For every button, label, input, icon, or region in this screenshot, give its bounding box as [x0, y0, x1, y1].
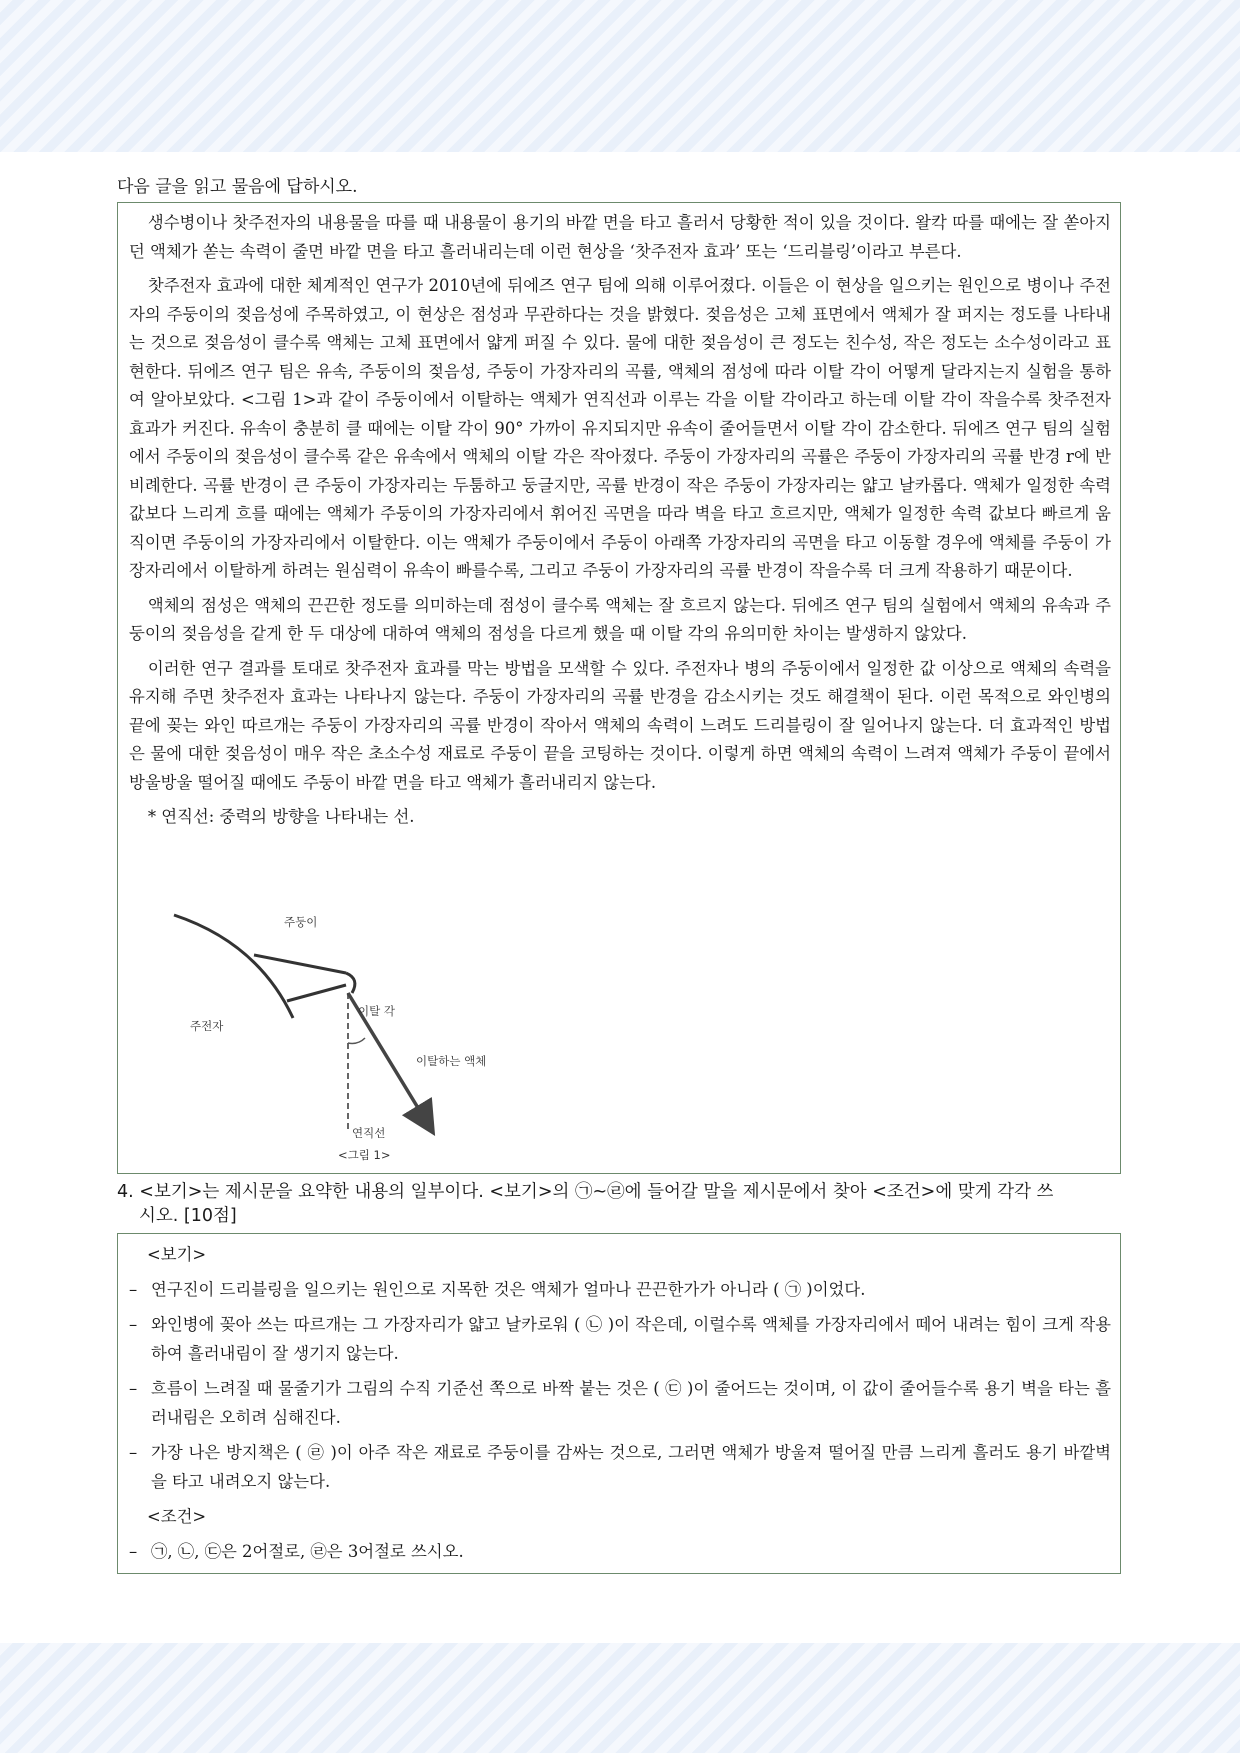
example-header: <보기> [147, 1245, 207, 1264]
spout-lower-edge [287, 985, 346, 1001]
example-item-2: – 와인병에 꽂아 쓰는 따르개는 그 가장자리가 얇고 날카로워 ( ㉡ )이 작은데, 이럴수록 액체를 가장자리에서 떼어 내려는 힘이 크게 작용하여 흘러내림이 잘 생기지 않는다. [129, 1315, 1111, 1363]
example-item-4: – 가장 나은 방지책은 ( ㉣ )이 아주 작은 재료로 주둥이를 감싸는 것으로, 그러면 액체가 방울져 떨어질 만큼 느리게 흘러도 용기 바깥벽을 타고 내려오지 않는다. [129, 1443, 1111, 1491]
label-kettle: 주전자 [190, 1019, 224, 1033]
question-number: 4. [117, 1182, 134, 1202]
condition-item: – ㉠, ㉡, ㉢은 2어절로, ㉣은 3어절로 쓰시오. [129, 1542, 464, 1561]
instruction-text: 다음 글을 읽고 물음에 답하시오. [117, 177, 358, 197]
example-item-3: – 흐름이 느려질 때 물줄기가 그림의 수직 기준선 쪽으로 바짝 붙는 것은 ( ㉢ )이 줄어드는 것이며, 이 값이 줄어들수록 용기 벽을 타는 흘러내림은 오히려 심해진다. [129, 1379, 1111, 1427]
passage-paragraph-4: 이러한 연구 결과를 토대로 찻주전자 효과를 막는 방법을 모색할 수 있다. 주전자나 병의 주둥이에서 일정한 값 이상으로 액체의 속력을 유지해 주면 찻주전자 효과는 나타나지 않는다. 주둥이 가장자리의 곡률 반경을 감소시키는 것도 해결책이 된다. 이런 목적으로 와인병의 끝에 꽂는 와인 따르개는 주둥이 가장자리의 곡률 반경이 작아서 액체의 속력이 느려도 드리블링이 잘 일어나지 않는다. 더 효과적인 방법은 물에 대한 젖음성이 매우 작은 초소수성 재료로 주둥이 끝을 코팅하는 것이다. 이렇게 하면 액체의 속력이 느려져 액체가 주둥이 끝에서 방울방울 떨어질 때에도 주둥이 바깥 면을 타고 액체가 흘러내리지 않는다. [129, 658, 1111, 792]
spout-tip [346, 973, 355, 993]
figure-caption: <그림 1> [338, 1148, 391, 1162]
conditions-header: <조건> [147, 1507, 207, 1526]
passage-paragraph-2: 찻주전자 효과에 대한 체계적인 연구가 2010년에 뒤에즈 연구 팀에 의해 이루어졌다. 이들은 이 현상을 일으키는 원인으로 병이나 주전자의 주둥이의 젖음성에 주목하였고, 이 현상은 점성과 무관하다는 것을 밝혔다. 젖음성은 고체 표면에서 액체가 잘 퍼지는 정도를 나타내는 것으로 젖음성이 클수록 액체는 고체 표면에서 얇게 퍼질 수 있다. 물에 대한 젖음성이 큰 정도는 친수성, 작은 정도는 소수성이라고 표현한다. 뒤에즈 연구 팀은 유속, 주둥이의 젖음성, 주둥이 가장자리의 곡률, 액체의 점성에 따라 이탈 각이 어떻게 달라지는지 실험을 통하여 알아보았다. <그림 1>과 같이 주둥이에서 이탈하는 액체가 연직선과 이루는 각을 이탈 각이라고 하는데 이탈 각이 작을수록 찻주전자 효과가 커진다. 유속이 충분히 클 때에는 이탈 각이 90° 가까이 유지되지만 유속이 줄어들면서 이탈 각이 감소한다. 뒤에즈 연구 팀의 실험에서 주둥이의 젖음성이 클수록 같은 유속에서 액체의 이탈 각은 작아졌다. 주둥이 가장자리의 곡률은 주둥이 가장자리의 곡률 반경 r에 반비례한다. 곡률 반경이 큰 주둥이 가장자리는 두툼하고 둥글지만, 곡률 반경이 작은 주둥이 가장자리는 얇고 날카롭다. 액체가 일정한 속력 값보다 느리게 흐를 때에는 액체가 주둥이의 가장자리에서 휘어진 곡면을 따라 벽을 타고 흐르지만, 액체가 일정한 속력 값보다 빠르게 움직이면 주둥이의 가장자리에서 이탈한다. 이는 액체가 주둥이에서 주둥이 아래쪽 가장자리의 곡면을 타고 이동할 경우에 액체를 주둥이 가장자리에서 이탈하게 하려는 원심력이 유속이 빠를수록, 그리고 주둥이 가장자리의 곡률 반경이 작을수록 더 크게 작용하기 때문이다. [129, 276, 1111, 580]
passage-text [129, 209, 1111, 838]
top-decorative-band [0, 0, 1240, 152]
spout-upper-edge [254, 955, 346, 973]
example-item-1: – 연구진이 드리블링을 일으키는 원인으로 지목한 것은 액체가 얼마나 끈끈한가가 아니라 ( ㉠ )이었다. [129, 1280, 866, 1299]
question-text: <보기>는 제시문을 요약한 내용의 일부이다. <보기>의 ㉠~㉣에 들어갈 말을 제시문에서 찾아 <조건>에 맞게 각각 쓰 [139, 1182, 1054, 1202]
bottom-decorative-band [0, 1643, 1240, 1753]
label-angle: 이탈 각 [358, 1004, 395, 1018]
angle-arc [348, 1038, 365, 1043]
passage-paragraph-3: 액체의 점성은 액체의 끈끈한 정도를 의미하는데 점성이 클수록 액체는 잘 흐르지 않는다. 뒤에즈 연구 팀의 실험에서 액체의 유속과 주둥이의 젖음성을 같게 한 두 대상에 대하여 액체의 점성을 다르게 했을 때 이탈 각의 유의미한 차이는 발생하지 않았다. [129, 595, 1111, 643]
passage-box [117, 202, 1121, 1174]
figure-1 [158, 893, 498, 1163]
question-4 [117, 1180, 1123, 1228]
label-liquid: 이탈하는 액체 [416, 1054, 487, 1068]
footnote: * 연직선: 중력의 방향을 나타내는 선. [147, 807, 415, 826]
passage-paragraph-1: 생수병이나 찻주전자의 내용물을 따를 때 내용물이 용기의 바깥 면을 타고 흘러서 당황한 적이 있을 것이다. 왈칵 따를 때에는 잘 쏟아지던 액체가 쏟는 속력이 줄면 바깥 면을 타고 흘러내리는데 이런 현상을 ‘찻주전자 효과’ 또는 ‘드리블링’이라고 부른다. [129, 213, 1111, 261]
kettle-outline [174, 915, 293, 1018]
question-text-continued: 시오. [10점] [139, 1206, 237, 1226]
example-box [117, 1233, 1121, 1574]
label-vertical: 연직선 [352, 1126, 386, 1140]
label-spout: 주둥이 [284, 915, 318, 929]
